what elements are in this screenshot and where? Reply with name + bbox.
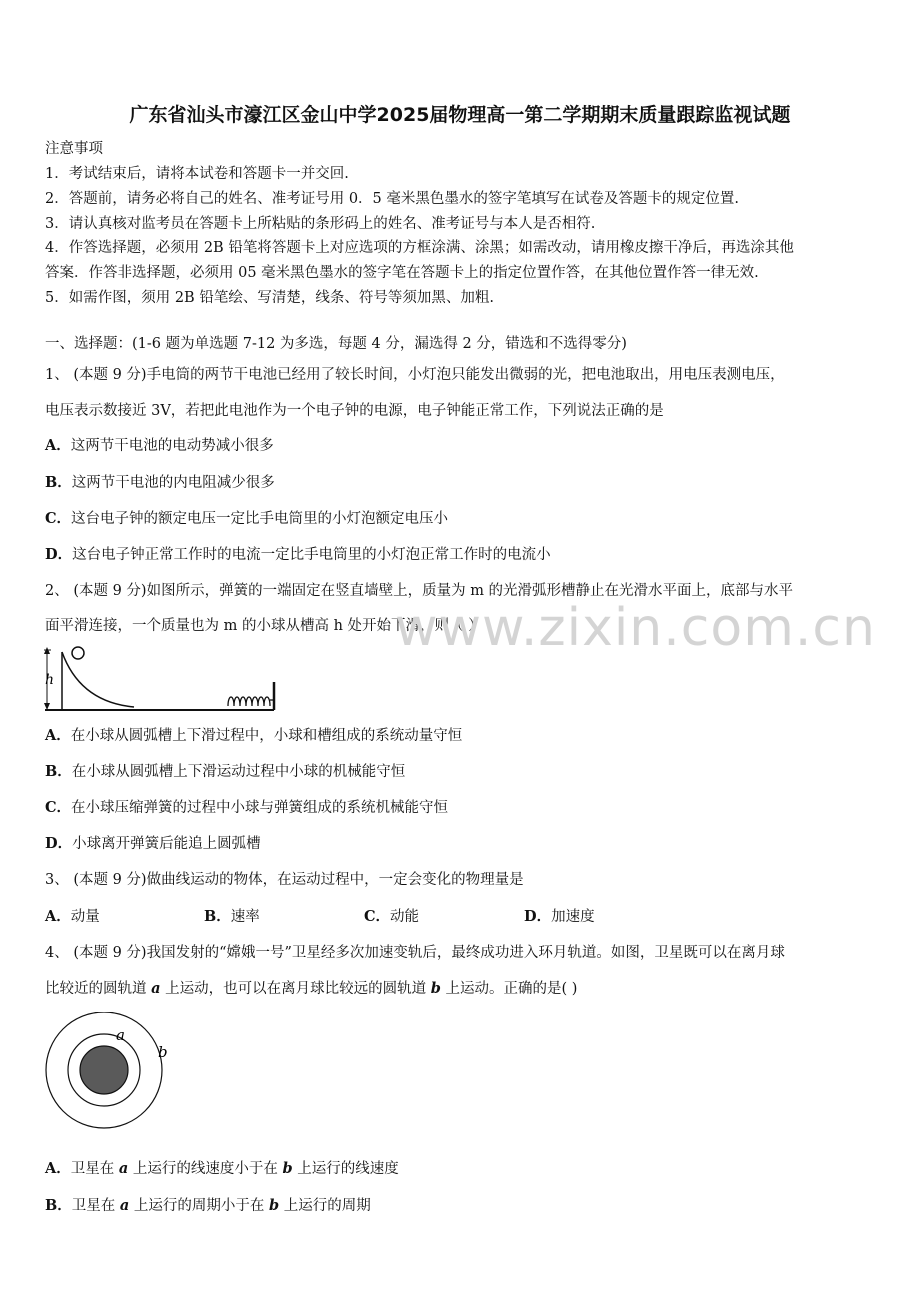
orbit-var-a: a: [119, 1197, 130, 1214]
stem-text: 上运动。正确的是( ): [440, 981, 578, 997]
option-text: 动量: [70, 909, 100, 925]
option-text: 上运行的线速度: [292, 1161, 399, 1177]
notice-item: 1．考试结束后，请将本试卷和答题卡一并交回.: [45, 166, 349, 182]
orbit-var-a: a: [118, 1160, 129, 1177]
question-2-stem: 2、 (本题 9 分)如图所示，弹簧的一端固定在竖直墙壁上，质量为 m 的光滑弧形槽静止在光滑水平面上，底部与水平: [45, 583, 794, 599]
question-1-stem-cont: 电压表示数接近 3V，若把此电池作为一个电子钟的电源，电子钟能正常工作，下列说法正确的是: [45, 403, 664, 419]
label-a: a: [116, 1026, 125, 1044]
q4-option-b: [45, 1194, 371, 1215]
orbit-var-b: b: [430, 980, 441, 997]
orbit-var-b: b: [269, 1197, 280, 1214]
section-heading: 一、选择题：(1-6 题为单选题 7-12 为多选，每题 4 分，漏选得 2 分，错选和不选得零分): [45, 336, 627, 352]
q2-option-b: [45, 760, 405, 781]
option-label: B．: [45, 1197, 72, 1214]
q1-option-c: [45, 507, 448, 528]
option-text: 加速度: [551, 909, 595, 925]
option-text: 上运行的周期: [279, 1198, 371, 1214]
option-label: A．: [45, 437, 71, 454]
moon-disc: [80, 1046, 128, 1094]
option-label: A．: [45, 908, 71, 925]
exam-title: 广东省汕头市濠江区金山中学2025届物理高一第二学期期末质量跟踪监视试题: [129, 104, 791, 126]
option-text: 这两节干电池的电动势减小很多: [70, 438, 274, 454]
notice-item: 2．答题前，请务必将自己的姓名、准考证号用 0．5 毫米黑色墨水的签字笔填写在试卷及答题卡的规定位置.: [45, 191, 739, 207]
q1-option-d: [45, 543, 551, 564]
notice-item: 5．如需作图，须用 2B 铅笔绘、写清楚，线条、符号等须加黑、加粗.: [45, 290, 494, 306]
option-text: 小球离开弹簧后能追上圆弧槽: [72, 836, 261, 852]
q1-option-a: [45, 434, 274, 455]
option-label: A．: [45, 727, 71, 744]
option-text: 卫星在: [70, 1161, 119, 1177]
q3-option-b: [204, 905, 260, 926]
option-label: C．: [364, 908, 391, 925]
option-label: C．: [45, 799, 72, 816]
q3-option-c: [364, 905, 419, 926]
stem-text: 上运动，也可以在离月球比较远的圆轨道: [160, 981, 431, 997]
option-text: 这台电子钟正常工作时的电流一定比手电筒里的小灯泡正常工作时的电流小: [72, 547, 551, 563]
q2-option-a: [45, 724, 462, 745]
option-text: 这台电子钟的额定电压一定比手电筒里的小灯泡额定电压小: [71, 511, 449, 527]
notice-heading: 注意事项: [45, 141, 103, 157]
q2-option-d: [45, 832, 261, 853]
orbit-var-a: a: [151, 980, 161, 997]
question-4-stem: 4、 (本题 9 分)我国发射的“嫦娥一号”卫星经多次加速变轨后，最终成功进入环月轨道。如图，卫星既可以在离月球: [45, 945, 785, 961]
question-4-stem-cont: [45, 977, 577, 998]
option-text: 在小球从圆弧槽上下滑运动过程中小球的机械能守恒: [71, 764, 406, 780]
notice-item: 3．请认真核对监考员在答题卡上所粘贴的条形码上的姓名、准考证号与本人是否相符.: [45, 216, 596, 232]
option-text: 卫星在: [71, 1198, 120, 1214]
option-label: B．: [45, 763, 72, 780]
stem-text: 比较近的圆轨道: [45, 981, 152, 997]
height-label: h: [45, 672, 55, 688]
q1-option-b: [45, 471, 275, 492]
option-label: D．: [524, 908, 552, 925]
option-text: 速率: [230, 909, 260, 925]
option-text: 在小球压缩弹簧的过程中小球与弹簧组成的系统机械能守恒: [71, 800, 449, 816]
slope-spring-figure: [42, 644, 282, 714]
option-label: C．: [45, 510, 72, 527]
option-text: 上运行的周期小于在: [129, 1198, 269, 1214]
question-1-stem: 1、 (本题 9 分)手电筒的两节干电池已经用了较长时间，小灯泡只能发出微弱的光，把电池取出，用电压表测电压，: [45, 367, 785, 383]
option-text: 动能: [390, 909, 420, 925]
question-3-stem: 3、 (本题 9 分)做曲线运动的物体，在运动过程中，一定会变化的物理量是: [45, 872, 524, 888]
q4-option-a: [45, 1157, 399, 1178]
label-b: b: [158, 1043, 168, 1061]
q2-option-c: [45, 796, 448, 817]
orbit-var-b: b: [282, 1160, 293, 1177]
option-label: D．: [45, 546, 73, 563]
option-text: 在小球从圆弧槽上下滑过程中，小球和槽组成的系统动量守恒: [70, 728, 463, 744]
q3-option-d: [524, 905, 595, 926]
question-2-stem-cont: 面平滑连接，一个质量也为 m 的小球从槽高 h 处开始下滑，则（ ）: [45, 618, 483, 634]
option-label: B．: [45, 474, 72, 491]
option-label: D．: [45, 835, 73, 852]
option-label: A．: [45, 1160, 71, 1177]
watermark: www.zixin.com.cn: [395, 598, 876, 658]
orbit-figure: [40, 1012, 180, 1132]
notice-item: 答案．作答非选择题，必须用 05 毫米黑色墨水的签字笔在答题卡上的指定位置作答，在其他位置作答一律无效.: [45, 265, 759, 281]
notice-item: 4．作答选择题，必须用 2B 铅笔将答题卡上对应选项的方框涂满、涂黑；如需改动，请用橡皮擦干净后，再选涂其他: [45, 240, 794, 256]
option-text: 上运行的线速度小于在: [128, 1161, 283, 1177]
q3-option-a: [45, 905, 100, 926]
option-text: 这两节干电池的内电阻减少很多: [71, 475, 275, 491]
option-label: B．: [204, 908, 231, 925]
